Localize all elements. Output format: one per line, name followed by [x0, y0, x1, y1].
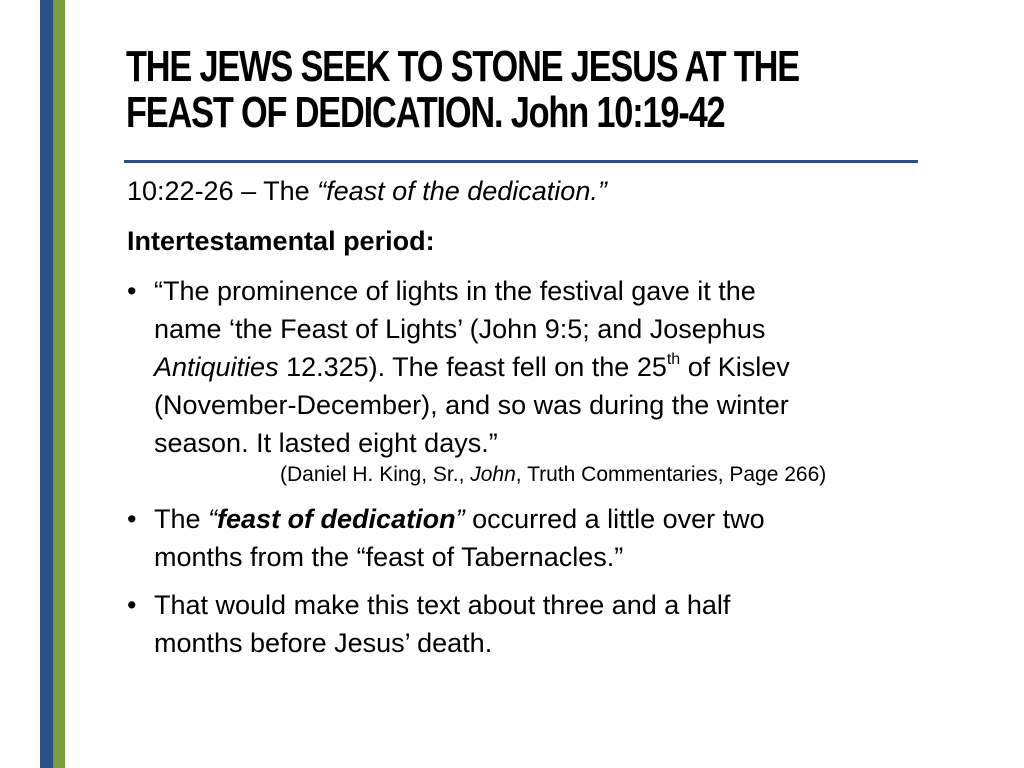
open-quote: “	[208, 504, 218, 534]
quote-line: “The prominence of lights in the festival gave it the	[154, 276, 756, 306]
citation	[154, 460, 987, 490]
quote-line-text: 12.325). The feast fell on the 25	[278, 352, 667, 382]
bullet-text	[154, 586, 987, 662]
left-accent-bar-blue	[40, 0, 53, 768]
citation-prefix: (Daniel H. King, Sr.,	[280, 463, 471, 486]
list-item	[127, 500, 987, 576]
bullet-line: That would make this text about three and a half	[154, 590, 731, 620]
bullet-line-rest: occurred a little over two	[464, 504, 765, 534]
bullet-dot: •	[127, 590, 137, 620]
citation-book: John	[470, 463, 516, 486]
scripture-reference	[127, 172, 987, 210]
slide-body	[127, 172, 987, 672]
list-item	[127, 586, 987, 662]
bullet-list	[127, 272, 987, 662]
slide-title-line-1: THE JEWS SEEK TO STONE JESUS AT THE	[126, 42, 799, 91]
quote-line: season. It lasted eight days.”	[154, 428, 498, 458]
quote-text	[154, 272, 987, 462]
bullet-line	[154, 500, 987, 538]
ordinal-suffix: th	[666, 351, 681, 368]
quote-line	[154, 348, 987, 386]
list-item	[127, 272, 987, 490]
bullet-prefix: The	[154, 504, 209, 534]
citation-suffix: , Truth Commentaries, Page 266)	[515, 463, 827, 486]
quote-line-end: of Kislev	[680, 352, 790, 382]
slide-title-line-2: FEAST OF DEDICATION. John 10:19-42	[126, 88, 725, 137]
quote-line: name ‘the Feast of Lights’ (John 9:5; and Josephus	[154, 314, 766, 344]
bullet-dot: •	[127, 504, 137, 534]
bullet-text	[154, 500, 987, 576]
title-underline-rule	[124, 160, 918, 163]
left-accent-bar-green	[53, 0, 65, 768]
emphasized-term: feast of dedication	[217, 504, 456, 534]
scripture-reference-text: 10:22-26 – The	[127, 176, 318, 206]
section-heading: Intertestamental period:	[127, 226, 435, 256]
bullet-line: months from the “feast of Tabernacles.”	[154, 542, 624, 572]
quote-line: (November-December), and so was during the winter	[154, 390, 789, 420]
bullet-dot: •	[127, 276, 137, 306]
scripture-reference-quote: “feast of the dedication.”	[317, 176, 607, 206]
antiquities-title: Antiquities	[154, 352, 279, 382]
bullet-line: months before Jesus’ death.	[154, 628, 493, 658]
slide-title	[126, 42, 799, 137]
close-quote: ”	[455, 504, 465, 534]
